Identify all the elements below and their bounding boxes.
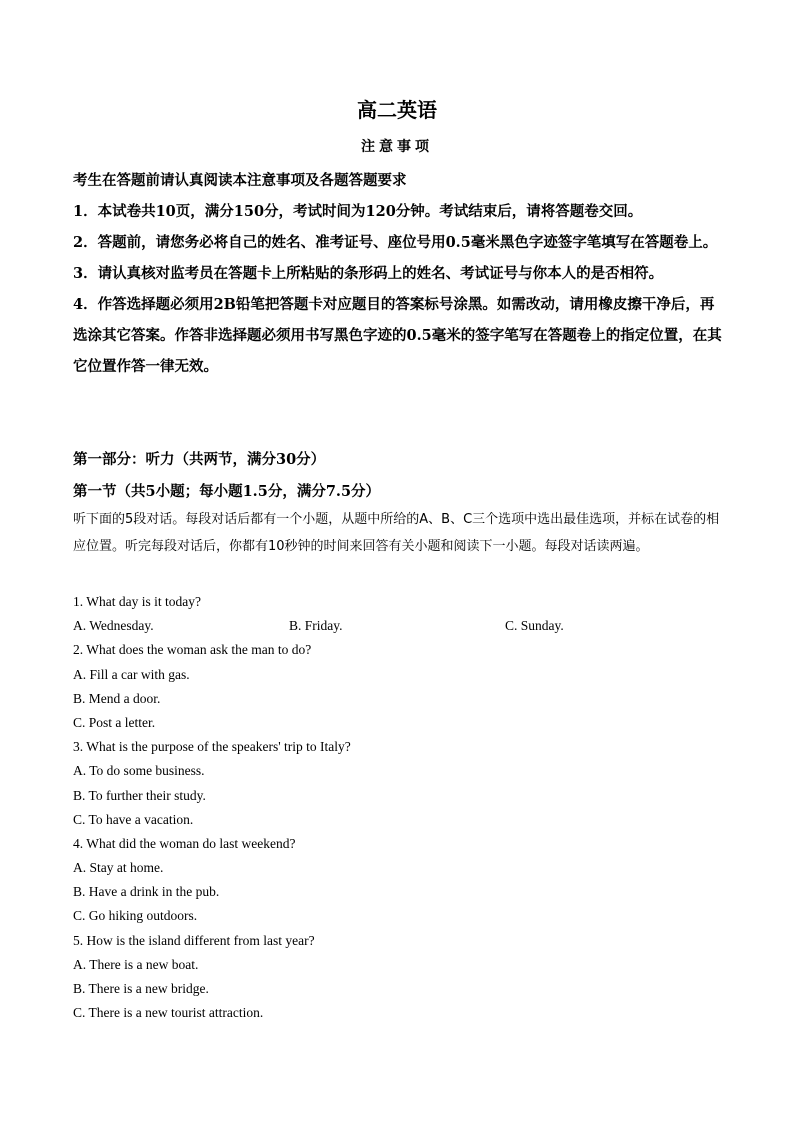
question-3-option-c: C. To have a vacation. <box>73 811 194 827</box>
question-4-option-a: A. Stay at home. <box>73 860 164 876</box>
notice-item-4: 4．作答选择题必须用2B铅笔把答题卡对应题目的答案标号涂黑。如需改动，请用橡皮擦干净后，再选涂其它答案。作答非选择题必须用书写黑色字迹的0.5毫米的签字笔写在答题卷上的指定位置，在其它位置作答一律无效。 <box>73 296 722 375</box>
listening-instructions: 听下面的5段对话。每段对话后都有一个小题，从题中所给的A、B、C三个选项中选出最佳选项，并标在试卷的相应位置。听完每段对话后，你都有10秒钟的时间来回答有关小题和阅读下一小题。每段对话读两遍。 <box>73 512 720 554</box>
question-5-option-a: A. There is a new boat. <box>73 956 199 972</box>
question-1-option-c: C. Sunday. <box>505 618 564 634</box>
notice-item-3: 3．请认真核对监考员在答题卡上所粘贴的条形码上的姓名、考试证号与你本人的是否相符。 <box>73 265 664 282</box>
notice-item-2: 2．答题前，请您务必将自己的姓名、准考证号、座位号用0.5毫米黑色字迹签字笔填写在答题卷上。 <box>73 234 718 251</box>
question-list <box>73 590 723 1025</box>
page-title: 高二英语 <box>357 98 437 122</box>
notice-item-1: 1．本试卷共10页，满分150分，考试时间为120分钟。考试结束后，请将答题卷交回。 <box>73 203 643 220</box>
question-3-option-a: A. To do some business. <box>73 763 205 779</box>
question-2-option-a: A. Fill a car with gas. <box>73 666 190 682</box>
section1-heading: 第一节（共5小题；每小题1.5分，满分7.5分） <box>73 483 381 500</box>
question-4-option-c: C. Go hiking outdoors. <box>73 908 198 924</box>
question-4-option-b: B. Have a drink in the pub. <box>73 884 220 900</box>
question-1-option-b: B. Friday. <box>289 618 343 634</box>
notice-heading: 注意事项 <box>361 139 433 155</box>
question-5-stem: 5. How is the island different from last year? <box>73 932 315 948</box>
question-1-options <box>73 614 723 638</box>
question-2-option-c: C. Post a letter. <box>73 714 156 730</box>
question-3-option-b: B. To further their study. <box>73 787 206 803</box>
question-2-stem: 2. What does the woman ask the man to do? <box>73 642 312 658</box>
question-1-stem: 1. What day is it today? <box>73 594 201 609</box>
notice-intro: 考生在答题前请认真阅读本注意事项及各题答题要求 <box>73 172 407 189</box>
part1-heading: 第一部分：听力（共两节，满分30分） <box>73 451 326 468</box>
question-1-option-a: A. Wednesday. <box>73 618 154 634</box>
question-3-stem: 3. What is the purpose of the speakers' trip to Italy? <box>73 739 351 755</box>
notice-block <box>73 165 723 382</box>
question-5-option-c: C. There is a new tourist attraction. <box>73 1005 264 1021</box>
question-2-option-b: B. Mend a door. <box>73 690 161 706</box>
question-5-option-b: B. There is a new bridge. <box>73 981 209 996</box>
question-4-stem: 4. What did the woman do last weekend? <box>73 835 296 851</box>
